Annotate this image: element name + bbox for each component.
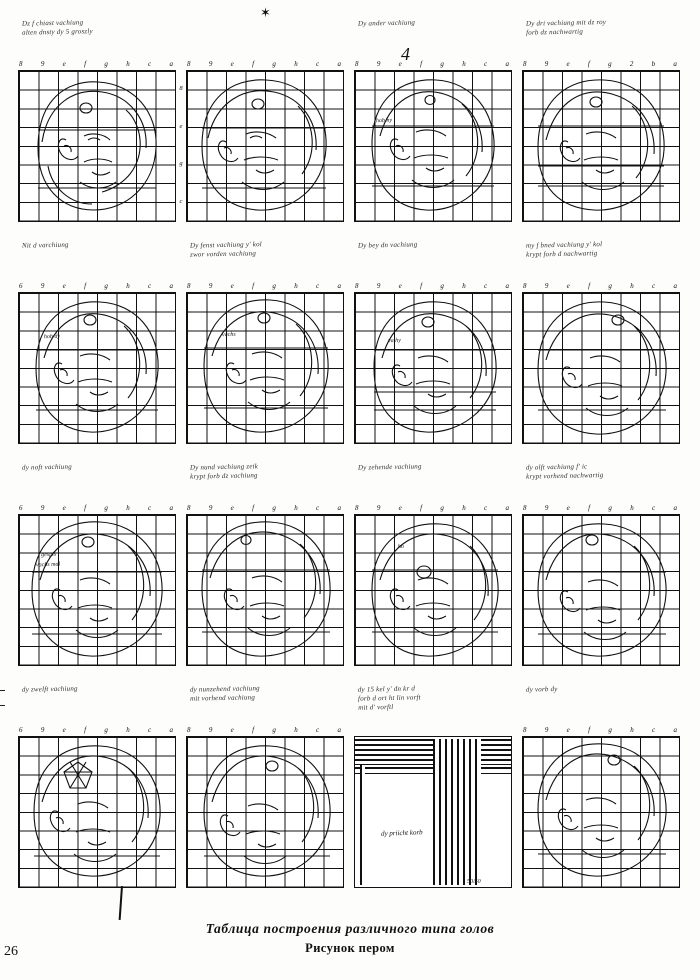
ruler-tick: g (272, 282, 276, 290)
head-panel (354, 18, 512, 228)
top-ruler (354, 503, 510, 513)
panel-caption (190, 16, 350, 19)
ruler-tick: a (673, 60, 677, 68)
ruler-tick: f (420, 504, 423, 512)
ruler-tick: 9 (208, 726, 213, 734)
ruler-tick: 8 (523, 504, 527, 512)
panel-caption: Dy fenst vachiung y' kol zwor vorden vachiung (189, 240, 262, 259)
ruler-tick: 8 (355, 504, 359, 512)
ruler-tick: c (652, 504, 656, 512)
figure-caption-title: Таблица построения различного типа голов (205, 921, 495, 936)
panel-inner-note: t gespis (37, 551, 57, 559)
ruler-tick: a (673, 282, 677, 290)
ruler-tick: 9 (544, 282, 549, 290)
ruler-tick: c (484, 282, 488, 290)
ruler-tick: a (337, 60, 341, 68)
head-panel (18, 18, 183, 228)
plate-row (14, 230, 686, 452)
ruler-tick: f (420, 282, 423, 290)
ruler-tick: b (651, 60, 656, 68)
ruler-tick: a (169, 60, 173, 68)
ruler-tick: a (169, 726, 173, 734)
ruler-tick: c (316, 282, 320, 290)
pen-tail-stroke (119, 886, 123, 920)
star-icon: ✶ (260, 5, 271, 20)
ruler-tick: g (272, 60, 276, 68)
ruler-tick: h (126, 60, 130, 68)
ruler-tick: h (126, 282, 130, 290)
ruler-tick: g (272, 726, 276, 734)
handwritten-digit: 4 (401, 44, 410, 64)
top-ruler (354, 59, 510, 69)
top-ruler (186, 281, 342, 291)
vertical-hatching (433, 739, 481, 885)
ruler-tick: f (587, 60, 590, 68)
ruler-tick: 9 (40, 282, 45, 290)
ruler-tick: a (169, 504, 173, 512)
panel-inner-note: ho (397, 543, 405, 551)
ruler-tick: c (148, 60, 152, 68)
ruler-tick: g (608, 726, 612, 734)
ruler-tick: 8 (187, 60, 191, 68)
ruler-tick: h (462, 282, 466, 290)
head-panel (186, 684, 344, 894)
ruler-tick: c (148, 504, 152, 512)
top-ruler (354, 281, 510, 291)
ruler-tick: 9 (544, 726, 549, 734)
ruler-tick: h (294, 282, 298, 290)
ruler-tick: 8 (355, 282, 359, 290)
head-construction-drawing (18, 736, 174, 886)
ruler-tick: f (84, 726, 87, 734)
ruler-tick: c (316, 60, 320, 68)
ruler-tick: e (62, 60, 66, 68)
panel-caption: Dy nund vachiung zeik krypt forb dz vachiung (189, 462, 259, 481)
ruler-tick: 9 (208, 504, 213, 512)
ruler-tick: a (337, 726, 341, 734)
ruler-tick: f (84, 504, 87, 512)
ruler-tick: 9 (208, 60, 213, 68)
head-construction-drawing (18, 292, 174, 442)
ruler-tick: 2 (629, 60, 634, 68)
ruler-tick: e (398, 60, 402, 68)
top-ruler (18, 503, 174, 513)
panel-inner-note: va hy (387, 337, 401, 345)
ruler-tick: c (484, 60, 488, 68)
panel-inner-note: hob dy (43, 333, 61, 341)
ruler-tick: g (440, 504, 444, 512)
ruler-tick: a (337, 282, 341, 290)
ruler-tick: 9 (40, 60, 45, 68)
ruler-tick: 9 (40, 504, 45, 512)
ruler-tick: 8 (523, 726, 527, 734)
ruler-tick: h (462, 504, 466, 512)
head-panel (522, 685, 680, 894)
ruler-tick: 9 (40, 726, 45, 734)
ruler-tick: f (252, 282, 255, 290)
ruler-tick: f (588, 726, 591, 734)
ruler-tick: g (104, 504, 108, 512)
ruler-tick: e (566, 282, 570, 290)
ruler-tick: a (337, 504, 341, 512)
head-panel (354, 462, 512, 672)
ruler-tick: 8 (187, 504, 191, 512)
panel-caption: Dz f chiast vachiung alten dnsty dy 5 groszly (21, 18, 93, 37)
ruler-tick: 9 (208, 282, 213, 290)
panel-caption: dy zwelft vachiung (21, 684, 78, 694)
top-ruler (522, 59, 678, 69)
ruler-tick: a (505, 282, 509, 290)
top-ruler (186, 503, 342, 513)
panel-inner-note: dy priicht korb (380, 828, 423, 838)
ruler-tick: c (316, 504, 320, 512)
ruler-tick: e (62, 282, 66, 290)
ruler-tick: h (126, 504, 130, 512)
ruler-tick: 9 (376, 282, 381, 290)
ruler-tick: e (398, 282, 402, 290)
head-panel (354, 240, 512, 450)
ruler-tick: h (126, 726, 130, 734)
ruled-block (354, 736, 512, 888)
panel-caption: Dy zehende vachiung (357, 462, 422, 472)
top-ruler (18, 59, 174, 69)
ruler-tick: 8 (523, 282, 527, 290)
head-panel (522, 240, 680, 450)
ruler-tick: c (148, 726, 152, 734)
ruler-tick: g (608, 60, 612, 68)
ruler-tick: f (420, 60, 423, 68)
panel-caption: dy nunzehend vachiung mit vorhend vachiung (189, 684, 260, 703)
ruler-tick: g (272, 504, 276, 512)
head-panel (522, 462, 680, 672)
ruler-tick: e (62, 504, 66, 512)
top-ruler (18, 725, 174, 735)
ruler-tick: g (608, 504, 612, 512)
panel-caption: my f bned vachiung y' kol krypt forb d nachwartig (525, 240, 603, 259)
ruler-tick: 8 (187, 282, 191, 290)
ruler-tick: c (652, 282, 656, 290)
ruler-tick: 8 (179, 85, 183, 93)
head-panel (18, 462, 176, 672)
ruler-tick: a (505, 60, 509, 68)
top-ruler (18, 281, 174, 291)
head-construction-drawing (18, 514, 174, 664)
ruler-tick: f (84, 282, 87, 290)
ruler-tick: g (608, 282, 612, 290)
head-construction-drawing (522, 292, 678, 442)
ruler-tick: a (673, 726, 677, 734)
ruler-tick: f (252, 504, 255, 512)
ruler-tick: h (294, 726, 298, 734)
ruler-tick: a (673, 504, 677, 512)
head-construction-drawing (186, 70, 342, 220)
ruler-tick: e (230, 60, 234, 68)
ruler-tick: e (566, 504, 570, 512)
left-hatching (360, 765, 365, 885)
ruler-tick: c (652, 726, 656, 734)
head-panel (186, 462, 344, 672)
side-ruler (177, 70, 185, 220)
ruler-tick: f (588, 504, 591, 512)
panel-caption: dy noft vachiung (21, 462, 72, 472)
head-construction-drawing (522, 70, 678, 220)
ruler-tick: 6 (19, 726, 23, 734)
ruler-tick: 8 (187, 726, 191, 734)
plate-row (14, 452, 686, 674)
ruler-tick: f (84, 60, 87, 68)
ruler-tick: h (630, 726, 634, 734)
head-construction-drawing (354, 70, 510, 220)
head-construction-drawing (186, 514, 342, 664)
panel-caption: dy 15 kel y' dn kr d forb d ort ht lin vorft mit d' vorftl (357, 684, 421, 712)
ruler-tick: h (294, 504, 298, 512)
ruler-tick: 9 (544, 504, 549, 512)
ruler-tick: 9 (544, 60, 549, 68)
illustration-plate (14, 5, 686, 908)
ruler-tick: h (294, 60, 298, 68)
ruler-tick: g (440, 282, 444, 290)
head-construction-drawing (186, 736, 342, 886)
ruler-tick: g (104, 60, 108, 68)
head-panel (18, 684, 176, 894)
top-ruler (522, 725, 678, 735)
ruler-tick: e (566, 60, 570, 68)
ruler-tick: e (62, 726, 66, 734)
ruler-tick: 8 (355, 60, 359, 68)
ruler-tick: g (104, 282, 108, 290)
ruler-tick: f (588, 282, 591, 290)
head-panel (186, 240, 344, 450)
head-construction-drawing (18, 70, 174, 220)
ruler-tick: 6 (19, 504, 23, 512)
panel-caption: Dy ander vachiung (357, 18, 416, 28)
head-construction-drawing (354, 292, 510, 442)
ruler-tick: a (169, 282, 173, 290)
ruler-tick: e (230, 282, 234, 290)
ruler-tick: 9 (376, 504, 381, 512)
panel-caption: dy vorb dy (525, 685, 558, 694)
head-panel (18, 240, 176, 450)
panel-footnote: 50/50 (467, 879, 481, 885)
page-number: 26 (4, 944, 18, 959)
ruler-tick: 8 (19, 60, 23, 68)
ruler-tick: f (252, 726, 255, 734)
panel-caption: Dy dri vachiung mit dz roy forb dz nachwartig (525, 17, 607, 37)
head-construction-drawing (522, 514, 678, 664)
ruler-tick: c (179, 197, 183, 205)
head-construction-drawing (522, 736, 678, 886)
top-ruler (186, 725, 342, 735)
plate-row (14, 674, 686, 896)
page-edge-mark (0, 690, 5, 706)
ruler-tick: g (179, 160, 183, 168)
top-ruler (522, 503, 678, 513)
panel-inner-note: hob hy (375, 117, 393, 125)
panel-caption: Dy bey dn vachiung (357, 240, 418, 250)
ruler-tick: g (440, 60, 444, 68)
panel-inner-note: vachs (221, 331, 236, 339)
ruler-tick: f (252, 60, 255, 68)
plate-row (14, 5, 686, 230)
head-construction-drawing (186, 292, 342, 442)
ruler-tick: e (566, 726, 570, 734)
head-panel (522, 17, 680, 228)
ruler-tick: e (398, 504, 402, 512)
figure-caption-subtitle: Рисунок пером (305, 941, 395, 955)
ruler-tick: 6 (19, 282, 23, 290)
ruler-tick: a (505, 504, 509, 512)
panel-inner-note: vachs mal (35, 561, 61, 569)
ruler-tick: c (148, 282, 152, 290)
ruler-tick: c (316, 726, 320, 734)
panel-caption: Nit d varchiung (21, 240, 69, 250)
ruler-tick: c (484, 504, 488, 512)
ruler-tick: g (104, 726, 108, 734)
ruler-tick: e (230, 504, 234, 512)
panel-caption: dy olft vachiung f' ic krypt vorhend nachwartig (525, 462, 604, 481)
ruler-tick: e (179, 122, 183, 130)
top-ruler (186, 59, 342, 69)
ruler-tick: h (630, 504, 634, 512)
ruler-tick: h (462, 60, 466, 68)
ruler-tick: 9 (376, 60, 381, 68)
ruler-tick: 8 (523, 60, 527, 68)
top-ruler (522, 281, 678, 291)
ruled-block-panel (354, 684, 512, 894)
head-construction-drawing (354, 514, 510, 664)
head-panel (186, 60, 344, 228)
ruler-tick: h (630, 282, 634, 290)
ruler-tick: e (230, 726, 234, 734)
